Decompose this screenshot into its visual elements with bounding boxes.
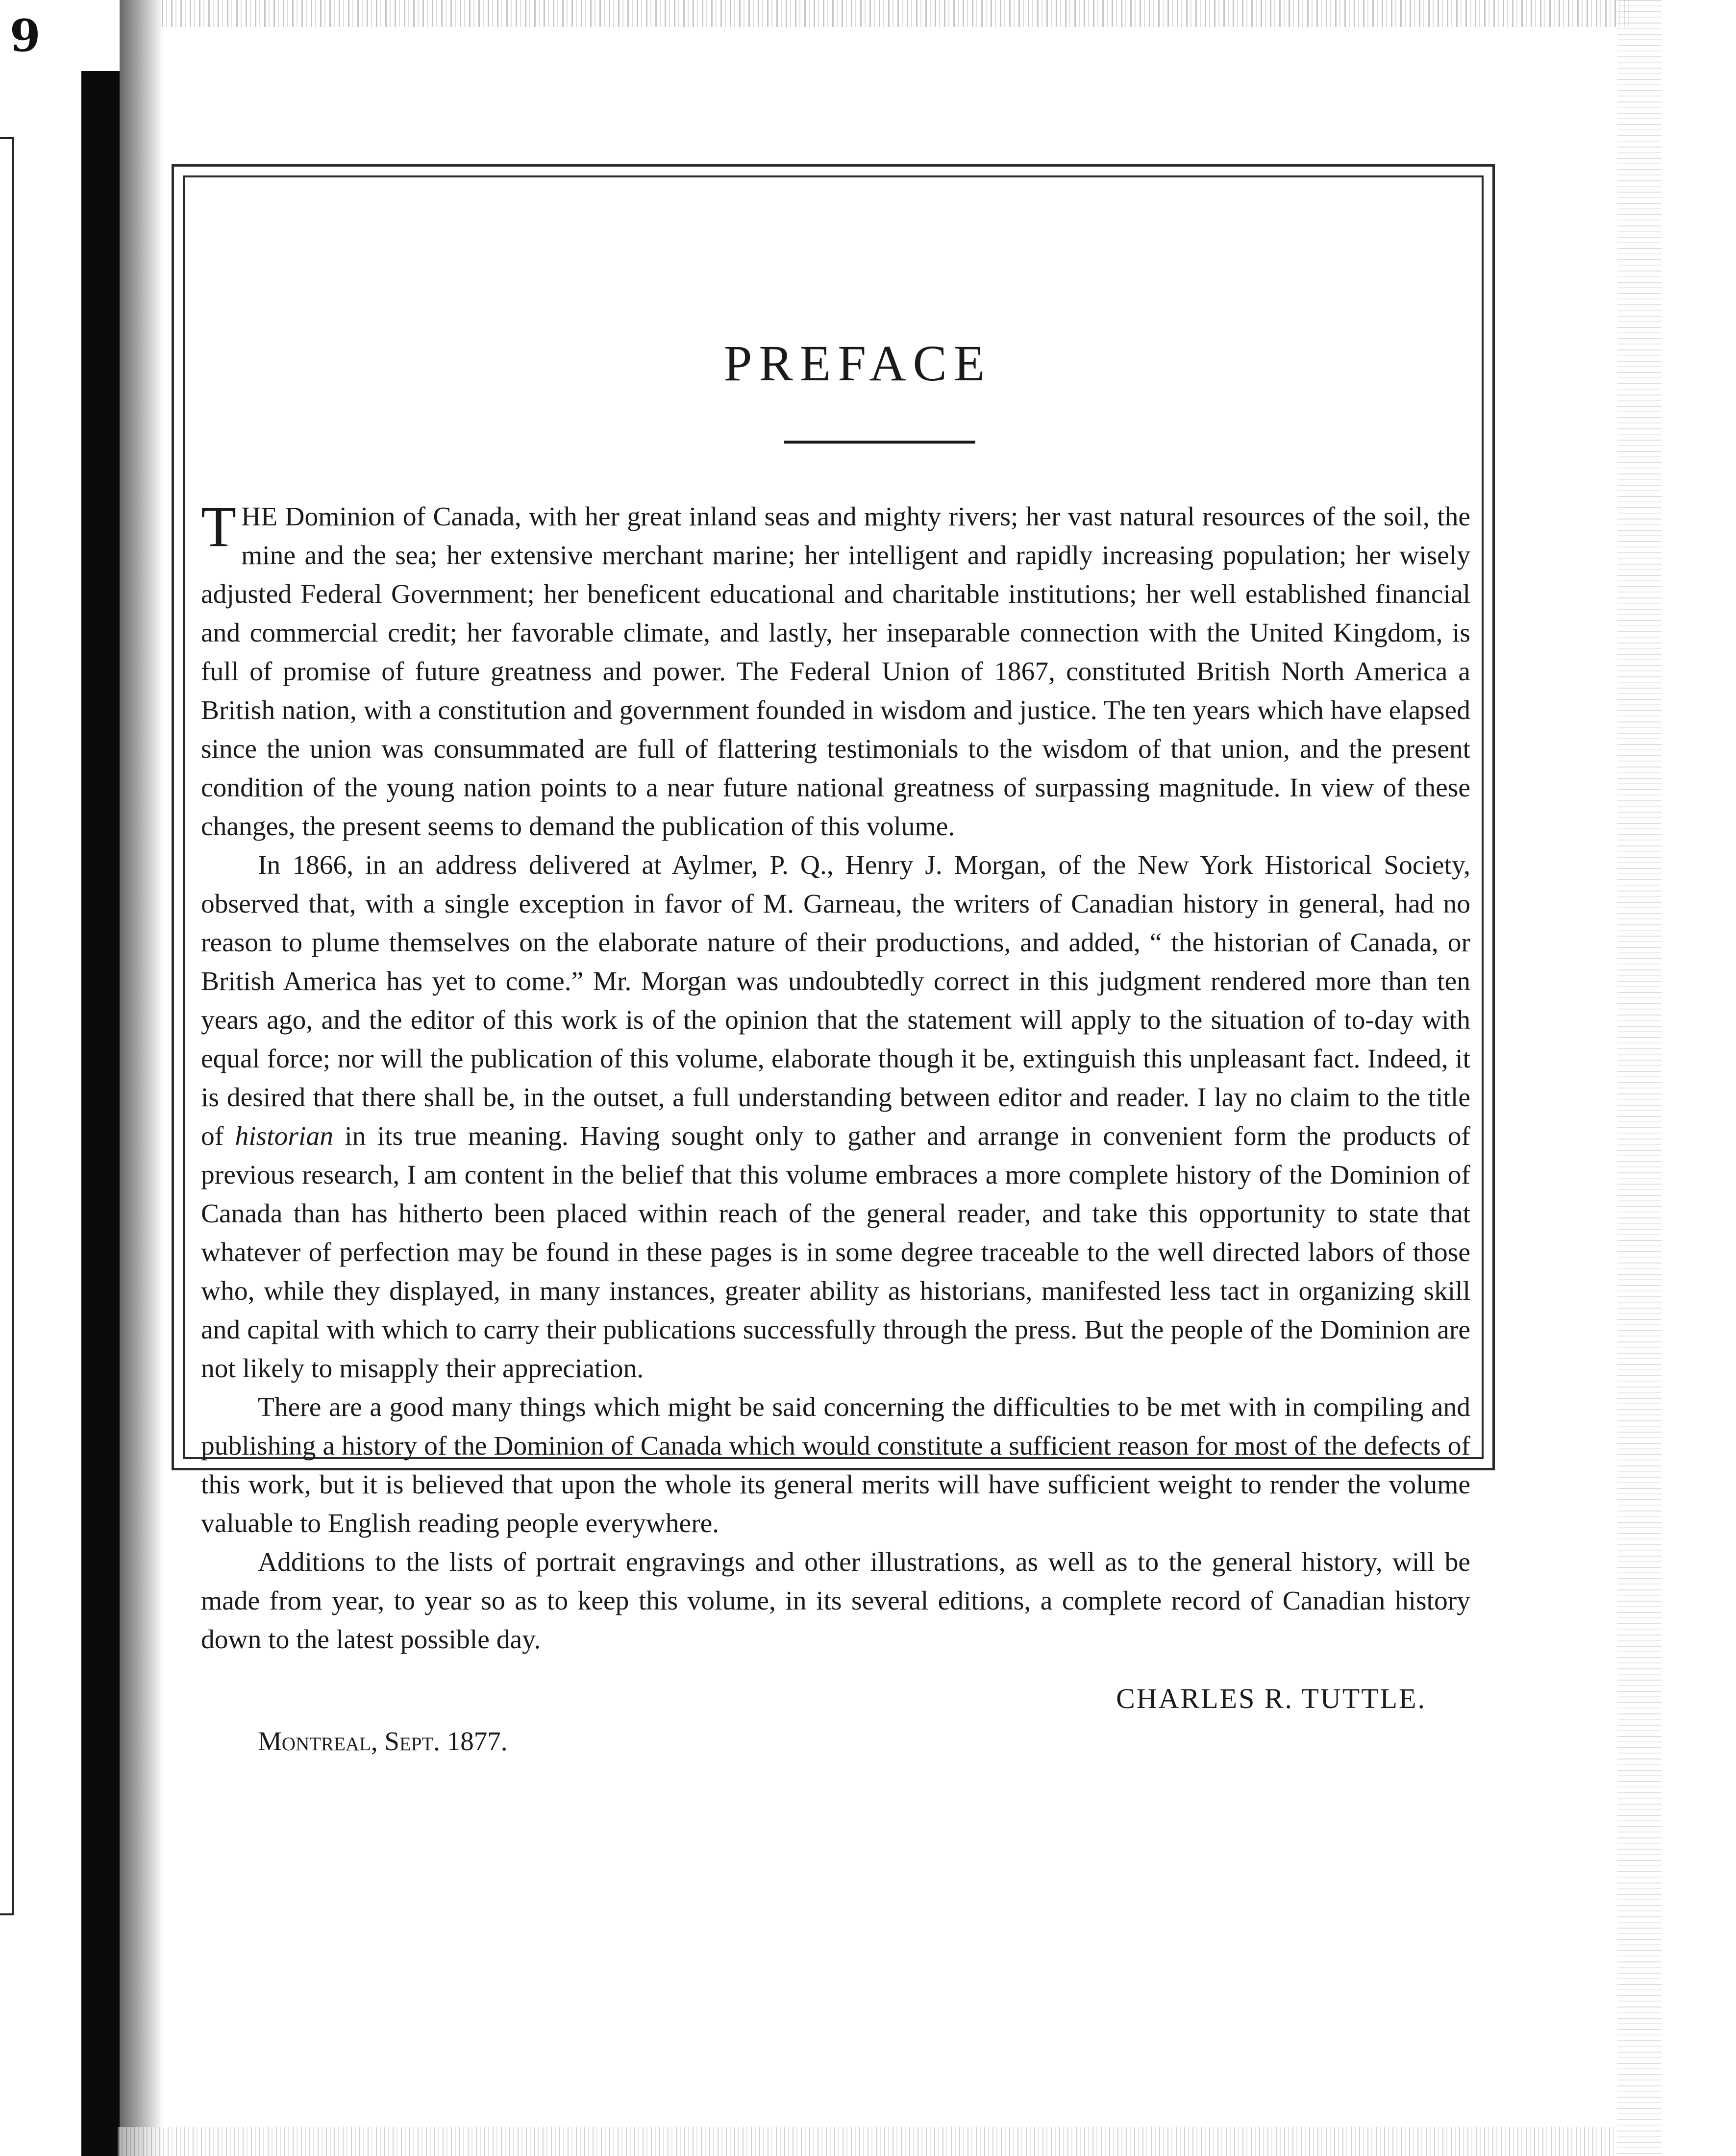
page-title: PREFACE bbox=[723, 335, 992, 392]
preface-content bbox=[201, 335, 1471, 1756]
drop-cap: T bbox=[201, 495, 237, 559]
paragraph-1 bbox=[201, 497, 1470, 846]
binding-shadow bbox=[81, 71, 120, 2156]
paragraph-3 bbox=[201, 1388, 1470, 1543]
paragraph-4-text: Additions to the lists of portrait engravings and other illustrations, as well as to the general history, will be made from year, to year so as to keep this volume, in its several editions, a complete record of Canadian history down to the latest possible day. bbox=[201, 1547, 1470, 1655]
scan-noise-bottom bbox=[118, 2127, 1617, 2156]
preface-body bbox=[201, 497, 1470, 1659]
scan-noise-top bbox=[162, 0, 1632, 27]
paragraph-2-text: In 1866, in an address delivered at Aylmer, P. Q., Henry J. Morgan, of the New York Historical Society, observed that, with a single exception in favor of M. Garneau, the writers of Canadian history in general, had no reason to plume themselves on the elaborate nature of their productions, and added, “ the historian of Canada, or British America has yet to come.” Mr. Morgan was undoubtedly correct in this judgment rendered more than ten years ago, and the editor of this work is of the opinion that the statement will apply to the situation of to-day with equal force; nor will the publication of this volume, elaborate though it be, extinguish this unpleasant fact. Indeed, it is desired that there shall be, in the outset, a full understanding between editor and reader. I lay no claim to the title of bbox=[201, 850, 1470, 1151]
scan-noise-right bbox=[1617, 0, 1662, 2156]
paragraph-3-text: There are a good many things which might be said concerning the difficulties to be met with in compiling and publishing a history of the Dominion of Canada which would constitute a sufficient reason for most of the defects of this work, but it is believed that upon the whole its general merits will have sufficient weight to render the volume valuable to English reading people everywhere. bbox=[201, 1392, 1470, 1538]
paragraph-2 bbox=[201, 846, 1470, 1388]
adjacent-page-border bbox=[0, 137, 14, 1915]
paragraph-4 bbox=[201, 1543, 1470, 1659]
title-rule bbox=[784, 441, 975, 444]
author-signature: CHARLES R. TUTTLE. bbox=[1116, 1683, 1426, 1714]
place-and-date: Montreal, Sept. 1877. bbox=[258, 1726, 508, 1756]
paragraph-1-text: HE Dominion of Canada, with her great inland seas and mighty rivers; her vast natural resources of the soil, the mine and the sea; her extensive merchant marine; her intelligent and rapidly increasing population; her wisely adjusted Federal Government; her beneficent educational and charitable institutions; her well established financial and commercial credit; her favorable climate, and lastly, her inseparable connection with the United Kingdom, is full of promise of future greatness and power. The Federal Union of 1867, constituted British North America a British nation, with a constitution and government founded in wisdom and justice. The ten years which have elapsed since the union was consummated are full of flattering testimonials to the wisdom of that union, and the present condition of the young nation points to a near future national greatness of surpassing magnitude. In view of these changes, the present seems to demand the publication of this volume. bbox=[201, 502, 1470, 842]
binding-shadow-fade bbox=[120, 0, 164, 2156]
paragraph-2-italic: historian bbox=[235, 1121, 333, 1151]
page-number: 9 bbox=[10, 10, 41, 62]
paragraph-2-text-continued: in its true meaning. Having sought only to gather and arrange in convenient form the products of previous research, I am content in the belief that this volume embraces a more complete history of the Dominion of Canada than has hitherto been placed within reach of the general reader, and take this opportunity to state that whatever of perfection may be found in these pages is in some degree traceable to the well directed labors of those who, while they displayed, in many instances, greater ability as historians, manifested less tact in organizing skill and capital with which to carry their publications successfully through the press. But the people of the Dominion are not likely to misapply their appreciation. bbox=[201, 1121, 1471, 1384]
